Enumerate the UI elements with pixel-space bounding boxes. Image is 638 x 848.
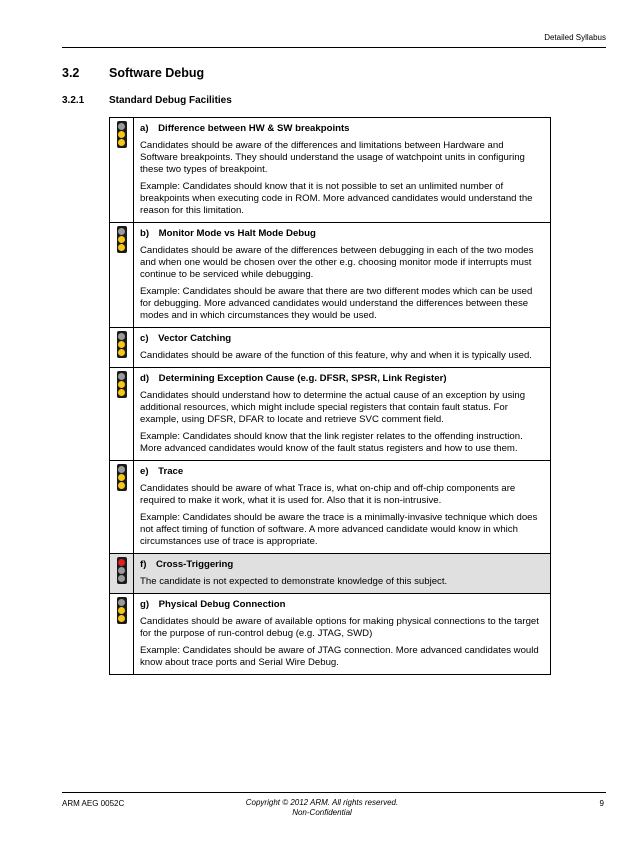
topic-content <box>134 223 550 327</box>
page-number: 9 <box>599 799 604 808</box>
copyright-text: Copyright © 2012 ARM. All rights reserved. <box>245 798 399 807</box>
amber-bulb-icon <box>118 244 125 251</box>
grey-bulb-icon <box>118 123 125 130</box>
topic-description: Candidates should be aware of the differences between debugging in each of the two modes and when one would be chosen over the other e.g. choosing monitor mode if interrupts must continue to be serviced while debugging. <box>140 245 534 280</box>
indicator-cell <box>110 328 134 367</box>
topic-content <box>134 328 550 367</box>
topic-description: Candidates should be aware of the function of this feature, why and when it is typically used. <box>140 350 532 361</box>
topic-description: Candidates should understand how to determine the actual cause of an exception by using additional resources, which might include special registers that contain fault status. For example, using DFSR, DFAR to locate and retrieve SVC comment field. <box>140 390 526 425</box>
amber-bulb-icon <box>118 131 125 138</box>
topic-example: Example: Candidates should be aware that there are two different modes which can be used for debugging. More advanced candidates would understand the differences between these modes and in which circumstances they would be used. <box>140 286 533 321</box>
grey-bulb-icon <box>118 567 125 574</box>
footer-copyright <box>222 798 422 818</box>
topic-description: Candidates should be aware of the differences and limitations between Hardware and Software breakpoints. They should understand the usage of watchpoint units in configuring these two types of breakpoint. <box>140 140 525 175</box>
amber-bulb-icon <box>118 615 125 622</box>
grey-bulb-icon <box>118 373 125 380</box>
section-heading <box>62 66 204 80</box>
indicator-cell <box>110 594 134 674</box>
indicator-cell <box>110 554 134 593</box>
amber-bulb-icon <box>118 236 125 243</box>
topic-content <box>134 594 550 674</box>
grey-bulb-icon <box>118 575 125 582</box>
indicator-cell <box>110 461 134 553</box>
indicator-cell <box>110 223 134 327</box>
topic-content <box>134 118 550 222</box>
footer-divider <box>62 792 606 793</box>
topic-example: Example: Candidates should be aware of JTAG connection. More advanced candidates would know about trace ports and Serial Wire Debug. <box>140 645 539 668</box>
section-title: Software Debug <box>109 66 205 80</box>
header-divider <box>62 47 606 48</box>
syllabus-row <box>110 460 550 553</box>
topic-title: b) Monitor Mode vs Halt Mode Debug <box>140 228 316 239</box>
amber-bulb-icon <box>118 139 125 146</box>
subsection-number: 3.2.1 <box>62 95 85 106</box>
topic-example: Example: Candidates should know that the link register relates to the offending instruction. More advanced candidates would know of the fault status registers and how to use them. <box>140 431 523 454</box>
amber-bulb-icon <box>118 474 125 481</box>
topic-description: The candidate is not expected to demonstrate knowledge of this subject. <box>140 576 448 587</box>
amber-bulb-icon <box>118 607 125 614</box>
traffic-light-icon <box>117 226 127 253</box>
confidentiality-text: Non-Confidential <box>292 808 352 817</box>
topic-title: e) Trace <box>140 466 184 477</box>
topic-content <box>134 554 550 593</box>
topic-description: Candidates should be aware of available options for making physical connections to the target for the purpose of run-control debug (e.g. JTAG, SWD) <box>140 616 539 639</box>
traffic-light-icon <box>117 331 127 358</box>
amber-bulb-icon <box>118 389 125 396</box>
topic-title: d) Determining Exception Cause (e.g. DFSR, SPSR, Link Register) <box>140 373 447 384</box>
document-id: ARM AEG 0052C <box>62 799 125 808</box>
topic-title: f) Cross-Triggering <box>140 559 234 570</box>
topic-description: Candidates should be aware of what Trace is, what on-chip and off-chip components are required to make it work, what it is used for. Also that it is non-intrusive. <box>140 483 516 506</box>
syllabus-table <box>109 117 551 675</box>
amber-bulb-icon <box>118 381 125 388</box>
traffic-light-icon <box>117 371 127 398</box>
topic-example: Example: Candidates should be aware the trace is a minimally-invasive technique which does not affect timing of function of software. A more advanced candidate would know in which circumstances use of trace is appropriate. <box>140 512 538 547</box>
topic-content <box>134 368 550 460</box>
syllabus-row <box>110 367 550 460</box>
traffic-light-icon <box>117 557 127 584</box>
grey-bulb-icon <box>118 228 125 235</box>
syllabus-row <box>110 593 550 674</box>
topic-example: Example: Candidates should know that it is not possible to set an unlimited number of breakpoints when executing code in ROM. More advanced candidates would understand the reason for this limitation. <box>140 181 533 216</box>
header-title: Detailed Syllabus <box>544 33 606 42</box>
traffic-light-icon <box>117 121 127 148</box>
grey-bulb-icon <box>118 333 125 340</box>
indicator-cell <box>110 118 134 222</box>
syllabus-row <box>110 327 550 367</box>
topic-title: a) Difference between HW & SW breakpoints <box>140 123 350 134</box>
grey-bulb-icon <box>118 466 125 473</box>
topic-title: c) Vector Catching <box>140 333 232 344</box>
traffic-light-icon <box>117 464 127 491</box>
subsection-title: Standard Debug Facilities <box>109 95 232 106</box>
amber-bulb-icon <box>118 482 125 489</box>
section-number: 3.2 <box>62 66 80 80</box>
syllabus-row <box>110 118 550 222</box>
red-bulb-icon <box>118 559 125 566</box>
subsection-heading <box>62 95 232 106</box>
amber-bulb-icon <box>118 341 125 348</box>
topic-title: g) Physical Debug Connection <box>140 599 286 610</box>
syllabus-row <box>110 222 550 327</box>
grey-bulb-icon <box>118 599 125 606</box>
syllabus-row <box>110 553 550 593</box>
topic-content <box>134 461 550 553</box>
traffic-light-icon <box>117 597 127 624</box>
indicator-cell <box>110 368 134 460</box>
amber-bulb-icon <box>118 349 125 356</box>
